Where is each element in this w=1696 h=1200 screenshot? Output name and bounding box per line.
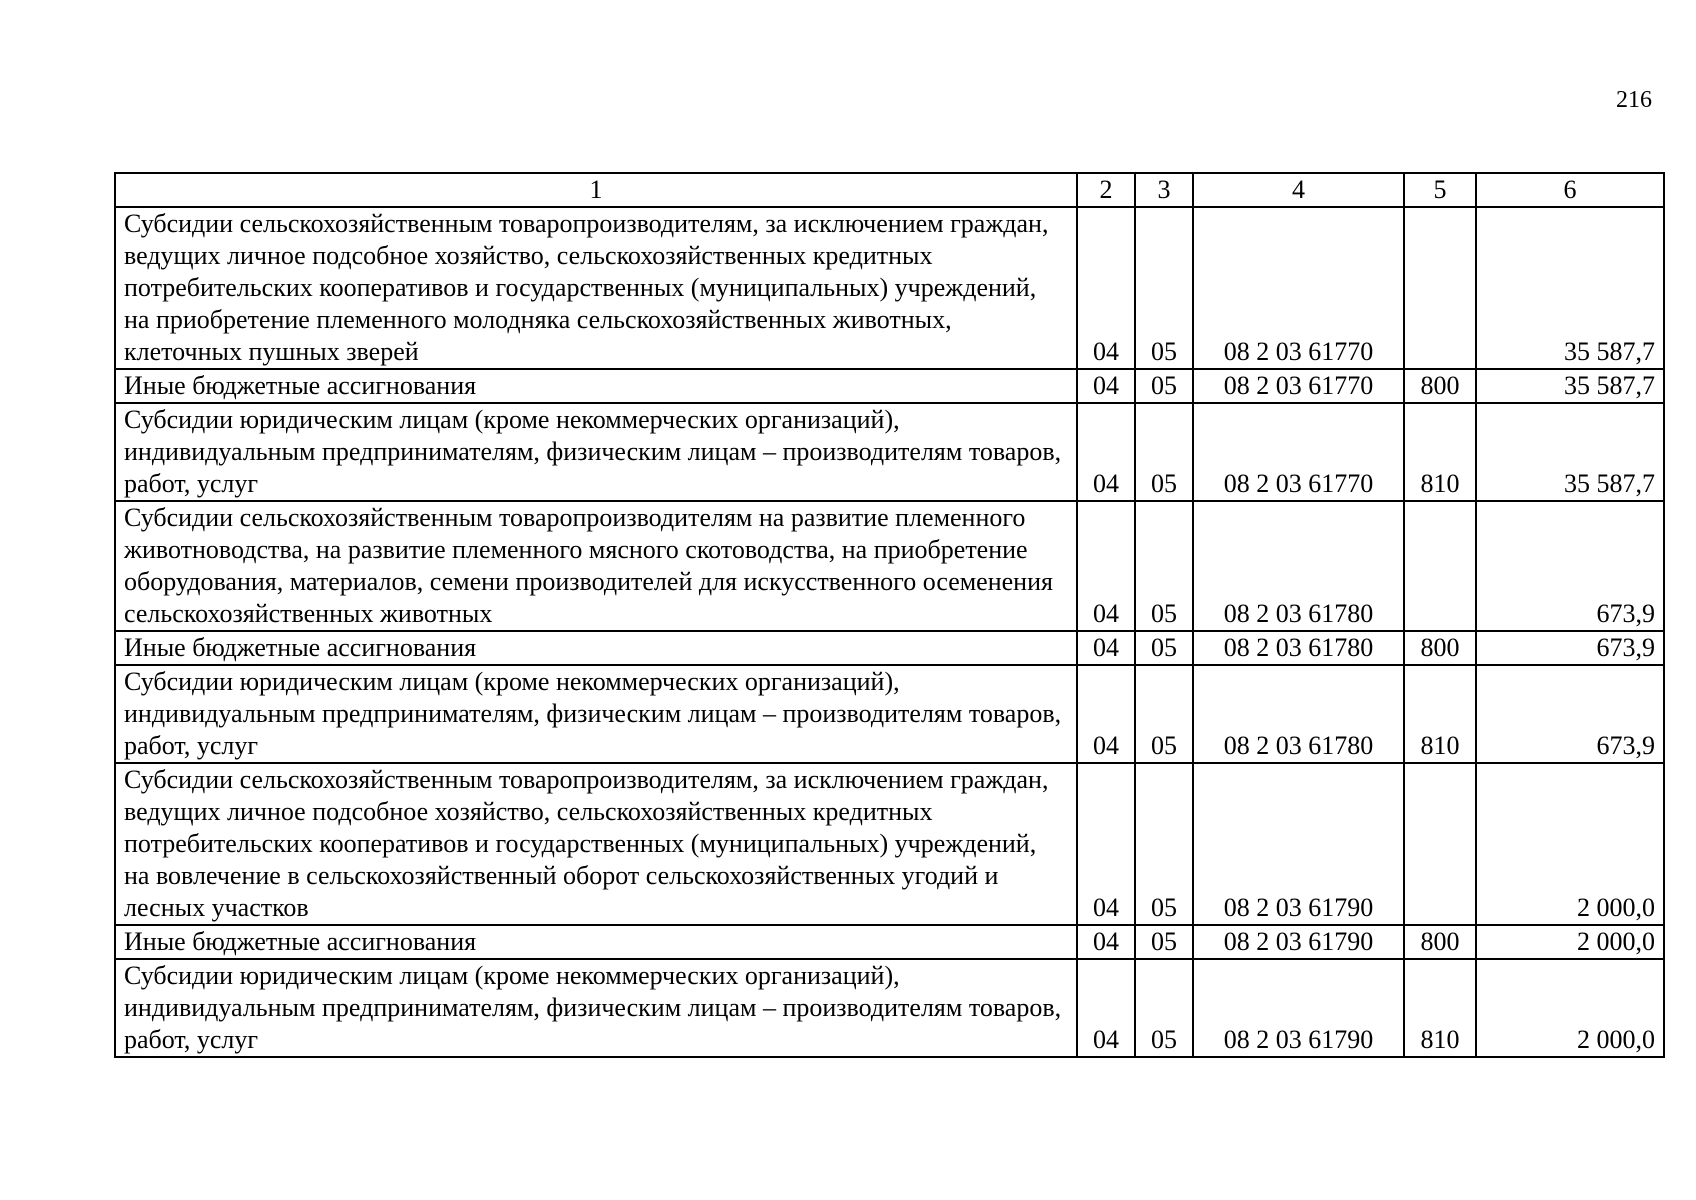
row-subsection: 05: [1135, 925, 1193, 959]
page-number: 216: [1616, 87, 1652, 113]
row-amount: 35 587,7: [1476, 207, 1664, 369]
budget-table: [114, 172, 1665, 1058]
table-row: [115, 925, 1664, 959]
row-amount: 673,9: [1476, 501, 1664, 631]
row-amount: 2 000,0: [1476, 763, 1664, 925]
header-cell-2: 2: [1077, 173, 1135, 207]
table-row: [115, 959, 1664, 1057]
row-section: 04: [1077, 403, 1135, 501]
row-target-article: 08 2 03 61770: [1193, 403, 1404, 501]
row-target-article: 08 2 03 61790: [1193, 763, 1404, 925]
table-row: [115, 403, 1664, 501]
header-cell-3: 3: [1135, 173, 1193, 207]
row-name: Иные бюджетные ассигнования: [115, 925, 1077, 959]
row-subsection: 05: [1135, 959, 1193, 1057]
row-target-article: 08 2 03 61780: [1193, 665, 1404, 763]
row-subsection: 05: [1135, 369, 1193, 403]
header-cell-4: 4: [1193, 173, 1404, 207]
row-target-article: 08 2 03 61780: [1193, 631, 1404, 665]
row-amount: 35 587,7: [1476, 369, 1664, 403]
row-target-article: 08 2 03 61770: [1193, 369, 1404, 403]
row-name: Субсидии юридическим лицам (кроме некоммерческих организаций), индивидуальным предпринимателям, физическим лицам – производителям товаров, работ, услуг: [115, 403, 1077, 501]
row-section: 04: [1077, 665, 1135, 763]
row-amount: 2 000,0: [1476, 925, 1664, 959]
row-name: Субсидии сельскохозяйственным товаропроизводителям, за исключением граждан, ведущих личное подсобное хозяйство, сельскохозяйственных кредитных потребительских кооперативов и государственных (муниципальных) учреждений, на приобретение племенного молодняка сельскохозяйственных животных, клеточных пушных зверей: [115, 207, 1077, 369]
row-target-article: 08 2 03 61770: [1193, 207, 1404, 369]
row-target-article: 08 2 03 61780: [1193, 501, 1404, 631]
row-section: 04: [1077, 763, 1135, 925]
row-amount: 673,9: [1476, 631, 1664, 665]
row-subsection: 05: [1135, 501, 1193, 631]
table-row: [115, 665, 1664, 763]
row-section: 04: [1077, 207, 1135, 369]
row-subsection: 05: [1135, 207, 1193, 369]
row-amount: 2 000,0: [1476, 959, 1664, 1057]
row-expense-type: 810: [1404, 959, 1476, 1057]
header-row: [115, 173, 1664, 207]
row-expense-type: 800: [1404, 369, 1476, 403]
row-name: Субсидии сельскохозяйственным товаропроизводителям, за исключением граждан, ведущих личное подсобное хозяйство, сельскохозяйственных кредитных потребительских кооперативов и государственных (муниципальных) учреждений, на вовлечение в сельскохозяйственный оборот сельскохозяйственных угодий и лесных участков: [115, 763, 1077, 925]
table-row: [115, 369, 1664, 403]
row-target-article: 08 2 03 61790: [1193, 959, 1404, 1057]
row-expense-type: 800: [1404, 925, 1476, 959]
row-expense-type: 800: [1404, 631, 1476, 665]
row-subsection: 05: [1135, 665, 1193, 763]
row-expense-type: 810: [1404, 403, 1476, 501]
row-subsection: 05: [1135, 631, 1193, 665]
row-subsection: 05: [1135, 403, 1193, 501]
row-name: Субсидии сельскохозяйственным товаропроизводителям на развитие племенного животноводства, на развитие племенного мясного скотоводства, на приобретение оборудования, материалов, семени производителей для искусственного осеменения сельскохозяйственных животных: [115, 501, 1077, 631]
row-section: 04: [1077, 501, 1135, 631]
row-expense-type: 810: [1404, 665, 1476, 763]
row-section: 04: [1077, 959, 1135, 1057]
table-row: [115, 631, 1664, 665]
row-name: Субсидии юридическим лицам (кроме некоммерческих организаций), индивидуальным предпринимателям, физическим лицам – производителям товаров, работ, услуг: [115, 959, 1077, 1057]
table-row: [115, 501, 1664, 631]
table-row: [115, 763, 1664, 925]
row-expense-type: [1404, 763, 1476, 925]
table-row: [115, 207, 1664, 369]
row-section: 04: [1077, 925, 1135, 959]
row-subsection: 05: [1135, 763, 1193, 925]
header-cell-1: 1: [115, 173, 1077, 207]
row-expense-type: [1404, 207, 1476, 369]
row-target-article: 08 2 03 61790: [1193, 925, 1404, 959]
row-expense-type: [1404, 501, 1476, 631]
row-section: 04: [1077, 631, 1135, 665]
row-name: Иные бюджетные ассигнования: [115, 369, 1077, 403]
header-cell-5: 5: [1404, 173, 1476, 207]
row-amount: 35 587,7: [1476, 403, 1664, 501]
row-name: Субсидии юридическим лицам (кроме некоммерческих организаций), индивидуальным предпринимателям, физическим лицам – производителям товаров, работ, услуг: [115, 665, 1077, 763]
row-amount: 673,9: [1476, 665, 1664, 763]
row-section: 04: [1077, 369, 1135, 403]
row-name: Иные бюджетные ассигнования: [115, 631, 1077, 665]
header-cell-6: 6: [1476, 173, 1664, 207]
